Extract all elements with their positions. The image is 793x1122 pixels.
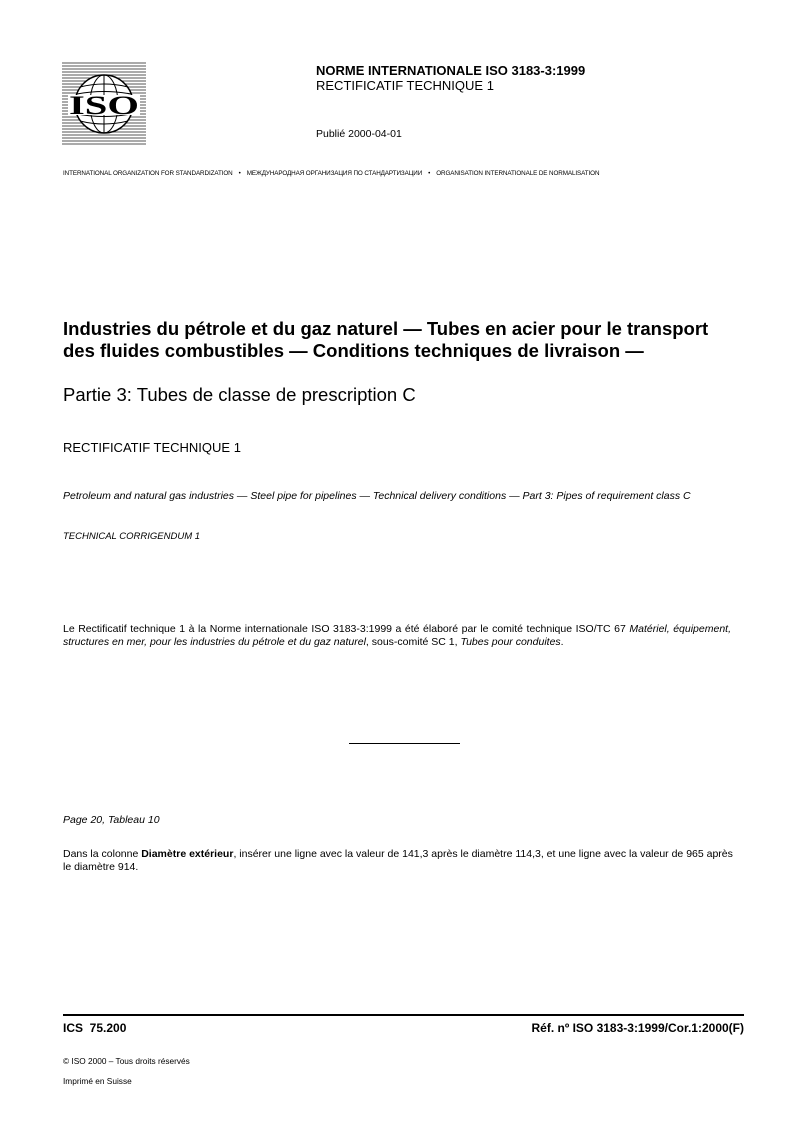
subcommittee-name: Tubes pour conduites — [460, 635, 561, 648]
document-main-title: Industries du pétrole et du gaz naturel — Tubes en acier pour le transport des fluides combustibles — Conditions techniques de livraison — — [63, 318, 709, 361]
ics-code: ICS 75.200 — [63, 1021, 127, 1035]
org-name-en: INTERNATIONAL ORGANIZATION FOR STANDARDIZATION — [63, 170, 233, 177]
org-name-fr: ORGANISATION INTERNATIONALE DE NORMALISATION — [436, 170, 600, 177]
rectificatif-label: RECTIFICATIF TECHNIQUE 1 — [63, 440, 241, 455]
intro-text: . — [560, 635, 564, 648]
bullet-separator: • — [428, 170, 431, 177]
reference-number: Réf. nº ISO 3183-3:1999/Cor.1:2000(F) — [531, 1021, 744, 1035]
committee-name: Matériel, équipement, structures en mer, pour les industries du pétrole et du gaz naturel — [63, 623, 731, 648]
svg-text:ISO: ISO — [69, 91, 139, 120]
bullet-separator: • — [238, 170, 241, 177]
iso-globe-logo-icon — [62, 62, 146, 146]
page-reference: Page 20, Tableau 10 — [63, 814, 160, 826]
part-title: Partie 3: Tubes de classe de prescription C — [63, 384, 416, 405]
instruction-text: Dans la colonne — [63, 848, 142, 860]
copyright-notice: © ISO 2000 – Tous droits réservés — [63, 1056, 190, 1066]
intro-paragraph — [63, 623, 731, 648]
english-title: Petroleum and natural gas industries — Steel pipe for pipelines — Technical delivery conditions — Part 3: Pipes of requirement class C — [63, 490, 691, 502]
section-divider — [349, 743, 460, 744]
standard-subtitle: RECTIFICATIF TECHNIQUE 1 — [316, 78, 494, 93]
column-name: Diamètre extérieur — [141, 848, 234, 860]
published-date: Publié 2000-04-01 — [316, 128, 402, 140]
english-corrigendum-label: TECHNICAL CORRIGENDUM 1 — [63, 531, 201, 542]
intro-text: , sous-comité SC 1, — [365, 635, 461, 648]
organization-line — [63, 170, 599, 178]
intro-text: Le Rectificatif technique 1 à la Norme internationale ISO 3183-3:1999 a été élaboré par le comité technique ISO/TC 67 — [63, 623, 630, 635]
standard-title: NORME INTERNATIONALE ISO 3183-3:1999 — [316, 63, 586, 78]
org-name-ru: МЕЖДУНАРОДНАЯ ОРГАНИЗАЦИЯ ПО СТАНДАРТИЗАЦИИ — [246, 170, 423, 177]
footer-rule — [63, 1014, 744, 1016]
correction-instruction — [63, 848, 743, 873]
instruction-text: , insérer une ligne avec la valeur de 141,3 après le diamètre 114,3, et une ligne avec la valeur de 965 après le diamètre 914. — [63, 848, 733, 873]
printed-in: Imprimé en Suisse — [63, 1076, 132, 1086]
